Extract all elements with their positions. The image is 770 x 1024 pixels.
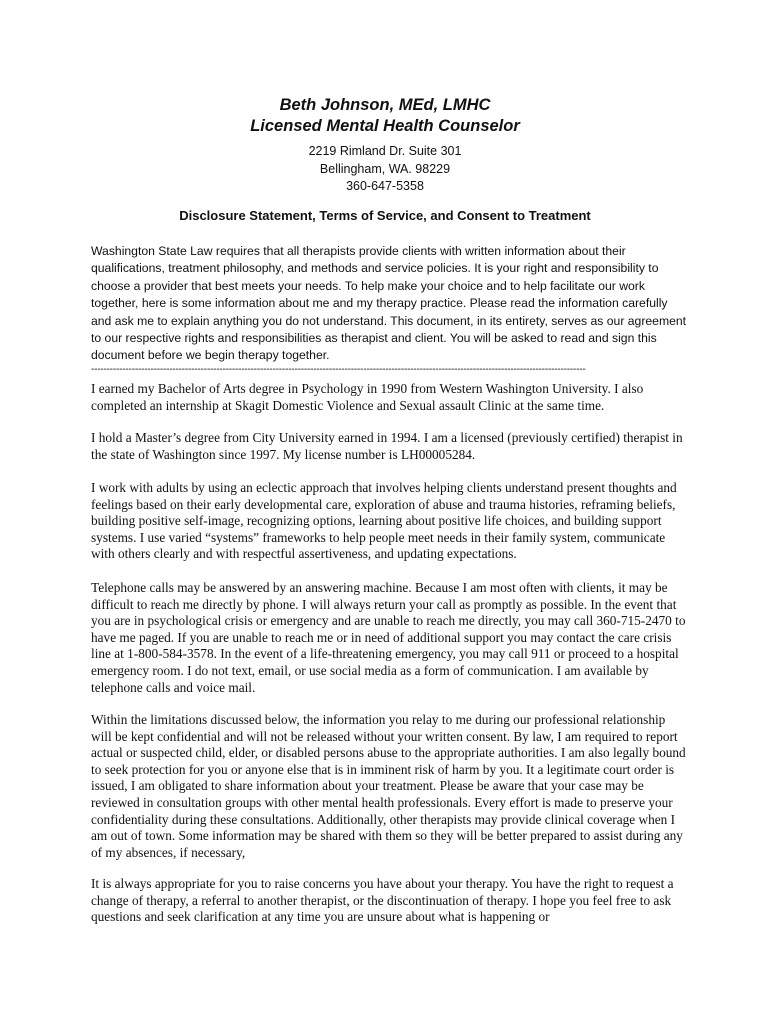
therapist-title: Licensed Mental Health Counselor — [250, 117, 520, 135]
address-street: 2219 Rimland Dr. Suite 301 — [308, 144, 462, 158]
therapist-name: Beth Johnson, MEd, LMHC — [279, 96, 491, 114]
letterhead — [0, 95, 770, 196]
paragraph-telephone: Telephone calls may be answered by an answering machine. Because I am most often with clients, it may be difficult to reach me directly by phone. I will always return your call as promptly as possible. In the event that you are in psychological crisis or emergency and are unable to reach me directly, you may call 360-715-2470 to have me paged. If you are unable to reach me or in need of additional support you may contact the care crisis line at 1-800-584-3578. In the event of a life-threatening emergency, you may call 911 or proceed to a hospital emergency room. I do not text, email, or use social media as a form of communication. I am available by telephone calls and voice mail. — [91, 580, 686, 695]
paragraph-concerns: It is always appropriate for you to raise concerns you have about your therapy. You have the right to request a change of therapy, a referral to another therapist, or the discontinuation of therapy. I hope you feel free to ask questions and seek clarification at any time you are unsure about what is happening or — [91, 876, 674, 925]
paragraph-license: I hold a Master’s degree from City University earned in 1994. I am a licensed (previously certified) therapist in the state of Washington since 1997. My license number is LH00005284. — [91, 430, 683, 462]
paragraph-education: I earned my Bachelor of Arts degree in Psychology in 1990 from Western Washington University. I also completed an internship at Skagit Domestic Violence and Sexual assault Clinic at the same time. — [91, 381, 644, 413]
address-city: Bellingham, WA. 98229 — [319, 161, 451, 176]
document-title: Disclosure Statement, Terms of Service, and Consent to Treatment — [179, 208, 591, 223]
paragraph-approach: I work with adults by using an eclectic approach that involves helping clients understand present thoughts and feelings based on their early developmental care, exploration of abuse and trauma histories, reframing beliefs, building positive self-image, recognizing options, learning about positive life choices, and building support systems. I use varied “systems” frameworks to help people meet needs in their family system, communicate with others clearly and with respectful assertiveness, and updating expectations. — [91, 480, 677, 562]
phone-number: 360-647-5358 — [346, 179, 424, 193]
section-divider: -------------------------------------------------------------------------------------------------------------------------------------------------------------- — [91, 364, 586, 375]
paragraph-confidentiality: Within the limitations discussed below, the information you relay to me during our professional relationship will be kept confidential and will not be released without your written consent. By law, I am required to report actual or suspected child, elder, or disabled persons abuse to the appropriate authorities. I am also legally bound to seek protection for you or anyone else that is in imminent risk of harm by you. It a legitimate court order is issued, I am obligated to share information about your treatment. Please be aware that your case may be reviewed in consultation groups with other mental health professionals. Every effort is made to preserve your confidentiality during these consultations. Additionally, other therapists may provide clinical coverage when I am out of town. Some information may be shared with them so they will be better prepared to assist during any of my absences, if necessary, — [91, 712, 686, 860]
intro-paragraph: Washington State Law requires that all therapists provide clients with written information about their qualifications, treatment philosophy, and methods and service policies. It is your right and responsibility to choose a provider that best meets your needs. To help make your choice and to help facilitate our work together, here is some information about me and my therapy practice. Please read the information carefully and ask me to explain anything you do not understand. This document, in its entirety, serves as our agreement to our respective rights and responsibilities as therapist and client. You will be asked to read and sign this document before we begin therapy together. — [91, 244, 687, 363]
